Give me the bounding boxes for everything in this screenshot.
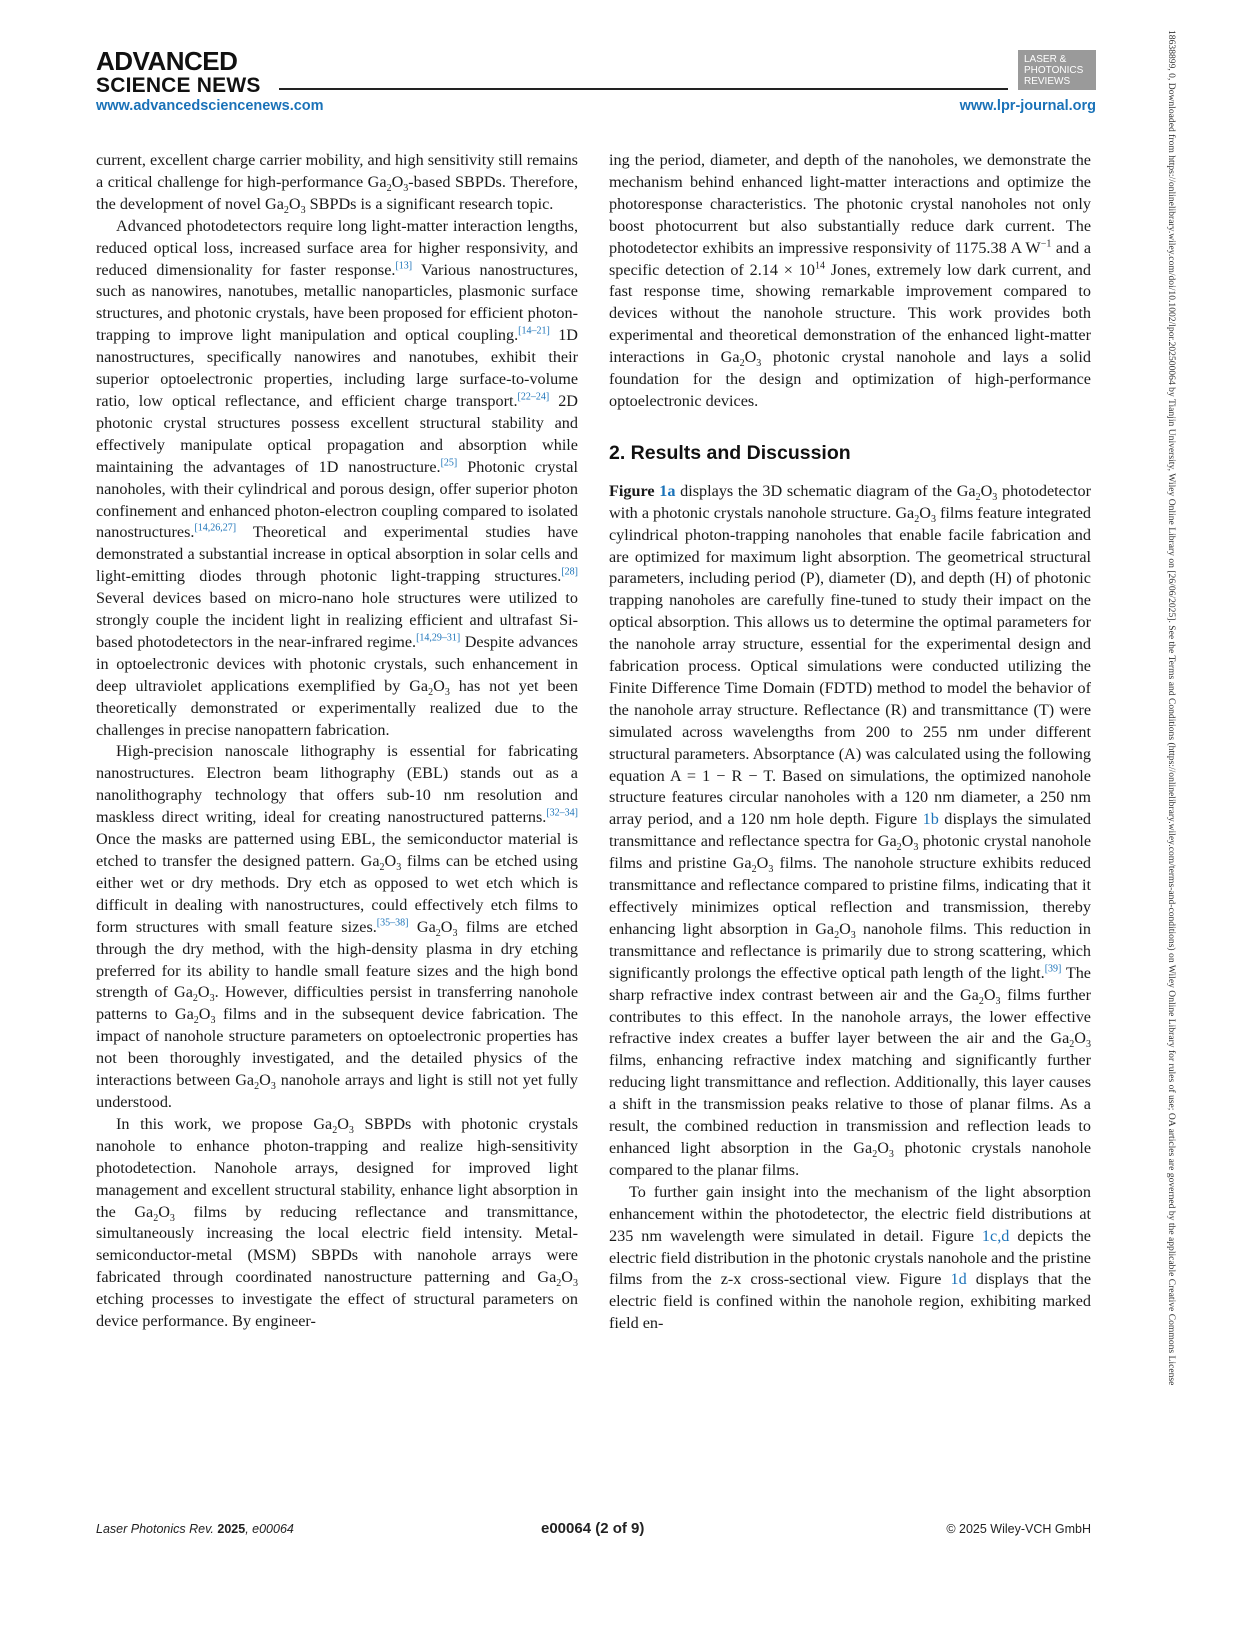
- page-footer: [96, 1520, 1091, 1540]
- paragraph: High-precision nanoscale lithography is essential for fabricating nanostructures. Electron beam lithography (EBL) stands out as a nanolithography technology that offers sub-10 nm resolution and maskless direct writing, ideal for creating nanostructured patterns.[32–34] Once the masks are patterned using EBL, the semiconductor material is etched to transfer the designed pattern. $Ga_2O_3$ films can be etched using either wet or dry methods. Dry etch as opposed to wet etch which is difficult in dealing with nanostructures, could effectively etch films to form structures with small feature sizes.[35–38] $Ga_2O_3$ films are etched through the dry method, with the high-density plasma in dry etching preferred for its ability to handle small feature sizes and the high bond strength of $Ga_2O_3$. However, difficulties persist in transferring nanohole patterns to $Ga_2O_3$ films and in the subsequent device fabrication. The impact of nanohole structure parameters on optoelectronic properties has not been thoroughly investigated, and the detailed physics of the interactions between $Ga_2O_3$ nanohole arrays and light is still not yet fully understood.: [96, 742, 579, 1111]
- section-heading: 2. Results and Discussion: [609, 441, 851, 464]
- footer-year: 2025: [217, 1522, 246, 1536]
- footer-citation: [96, 1522, 294, 1536]
- right-column: [609, 150, 1091, 1335]
- publisher-logo-line1: ADVANCED: [96, 46, 238, 76]
- journal-logo: LASER & PHOTONICS REVIEWS: [1018, 50, 1096, 90]
- paragraph: current, excellent charge carrier mobility, and high sensitivity still remains a critical challenge for high-performance $Ga_2O_3$-based SBPDs. Therefore, the development of novel $Ga_2O_3$ SBPDs is a significant research topic.: [96, 151, 578, 217]
- download-side-note-text: 18638899, 0, Downloaded from https://onlinelibrary.wiley.com/doi/10.1002/lpor.202500064 by Tianjin University, Wiley Online Library on [26/06/2025]. See the Terms and Conditions (https://onlinelibrary.wiley.com/terms-and-conditions) on Wiley Online Library for rules of use; OA articles are governed by the applicable Creative Commons License: [1166, 30, 1177, 1386]
- left-column: [96, 150, 578, 1333]
- paragraph: Figure 1a displays the 3D schematic diagram of the $Ga_2O_3$ photodetector with a photonic crystals nanohole structure. $Ga_2O_3$ films feature integrated cylindrical photon-trapping nanoholes that enable facile fabrication and are optimized for maximum light absorption. The geometrical structural parameters, including period (P), diameter (D), and depth (H) of photonic trapping nanoholes are carefully fine-tuned to study their impact on the optical absorption. This allows us to determine the optimal parameters for the nanohole array structure, essential for the experimental design and fabrication process. Optical simulations were conducted utilizing the Finite Difference Time Domain (FDTD) method to model the behavior of the nanohole array structure. Reflectance (R) and transmittance (T) were simulated across wavelengths from 200 to 255 nm under different structural parameters. Absorptance (A) was calculated using the following equation A = 1 − R − T. Based on simulations, the optimized nanohole structure features circular nanoholes with a 120 nm diameter, a 250 nm array period, and a 120 nm hole depth. Figure 1b displays the simulated transmittance and reflectance spectra for $Ga_2O_3$ photonic crystal nanohole films and pristine $Ga_2O_3$ films. The nanohole structure exhibits reduced transmittance and reflectance compared to pristine films, indicating that it effectively minimizes optical reflection and transmission, thereby enhancing light absorption in $Ga_2O_3$ nanohole films. This reduction in transmittance and reflectance is primarily due to strong scattering, which significantly prolongs the effective optical path length of the light.[39] The sharp refractive index contrast between air and the $Ga_2O_3$ films further contributes to this effect. In the nanohole arrays, the lower effective refractive index creates a buffer layer between the air and the $Ga_2O_3$ films, enhancing refractive index matching and significantly further reducing light transmittance and reflection. Additionally, this layer causes a shift in the transmission peaks relative to those of planar films. As a result, the combined reduction in transmission and reflection leads to enhanced light absorption in the $Ga_2O_3$ photonic crystals nanohole compared to the planar films.: [609, 481, 1092, 1179]
- paragraph: To further gain insight into the mechanism of the light absorption enhancement within the photodetector, the electric field distributions at 235 nm wavelength were simulated in detail. Figure 1c,d depicts the electric field distribution in the photonic crystals nanohole and the pristine films from the z-x cross-sectional view. Figure 1d displays that the electric field is confined within the nanohole region, exhibiting marked field en-: [609, 1182, 1092, 1333]
- copyright: © 2025 Wiley-VCH GmbH: [946, 1522, 1091, 1536]
- paragraph: ing the period, diameter, and depth of the nanoholes, we demonstrate the mechanism behind enhanced light-matter interactions and optimize the photoresponse characteristics. The photonic crystal nanoholes not only boost photocurrent but also substantially reduce dark current. The photodetector exhibits an impressive responsivity of 1175.38 A $W^{-1}$ and a specific detection of $2.14 \times 10^{14}$ Jones, extremely low dark current, and fast response time, showing remarkable improvement compared to devices without the nanohole structure. This work provides both experimental and theoretical demonstration of the enhanced light-matter interactions in $Ga_2O_3$ photonic crystal nanohole and lays a solid foundation for the design and optimization of high-performance optoelectronic devices.: [609, 151, 1092, 410]
- journal-site-link[interactable]: www.lpr-journal.org: [959, 98, 1096, 114]
- paragraph: Advanced photodetectors require long light-matter interaction lengths, reduced optical loss, increased surface area for higher responsivity, and reduced dimensionality for faster response.[13] Various nanostructures, such as nanowires, nanotubes, metallic nanoparticles, plasmonic surface structures, and photonic crystals, have been proposed for efficient photon-trapping to improve light manipulation and optical coupling.[14–21] 1D nanostructures, specifically nanowires and nanotubes, exhibit their superior optoelectronic properties, including large surface-to-volume ratio, low optical reflectance, and efficient charge transport.[22–24] 2D photonic crystal structures possess excellent structural stability and effectively manipulate optical propagation and absorption while maintaining the advantages of 1D nanostructure.[25] Photonic crystal nanoholes, with their cylindrical and porous design, offer superior photon confinement and enhanced photon-electron coupling compared to isolated nanostructures.[14,26,27] Theoretical and experimental studies have demonstrated a substantial increase in optical absorption in solar cells and light-emitting diodes through photonic light-trapping structures.[28] Several devices based on micro-nano hole structures were utilized to strongly couple the incident light in realizing efficient and ultrafast Si-based photodetectors in the near-infrared regime.[14,29–31] Despite advances in optoelectronic devices with photonic crystals, such enhancement in deep ultraviolet applications exemplified by $Ga_2O_3$ has not yet been theoretically demonstrated or experimentally realized due to the challenges in precise nanopattern fabrication.: [96, 216, 579, 739]
- page-number: e00064 (2 of 9): [541, 1520, 645, 1537]
- download-side-note: [1163, 30, 1177, 1590]
- footer-journal: Laser Photonics Rev.: [96, 1522, 214, 1536]
- publisher-logo: [96, 48, 261, 96]
- footer-article: , e00064: [245, 1522, 294, 1536]
- publisher-logo-line2: SCIENCE NEWS: [96, 74, 261, 97]
- publisher-site-link[interactable]: www.advancedsciencenews.com: [96, 98, 324, 114]
- paragraph: In this work, we propose $Ga_2O_3$ SBPDs with photonic crystals nanohole to enhance photon-trapping and realize high-sensitivity photodetection. Nanohole arrays, designed for improved light management and excellent structural stability, enhance light absorption in the $Ga_2O_3$ films by reducing reflectance and transmittance, simultaneously increasing the local electric field intensity. Metal-semiconductor-metal (MSM) SBPDs with nanohole arrays were fabricated through coordinated nanostructure patterning and $Ga_2O_3$ etching processes to investigate the effect of structural parameters on device performance. By engineer-: [96, 1114, 579, 1331]
- header-rule: [279, 88, 1008, 90]
- page-header: [96, 40, 1096, 120]
